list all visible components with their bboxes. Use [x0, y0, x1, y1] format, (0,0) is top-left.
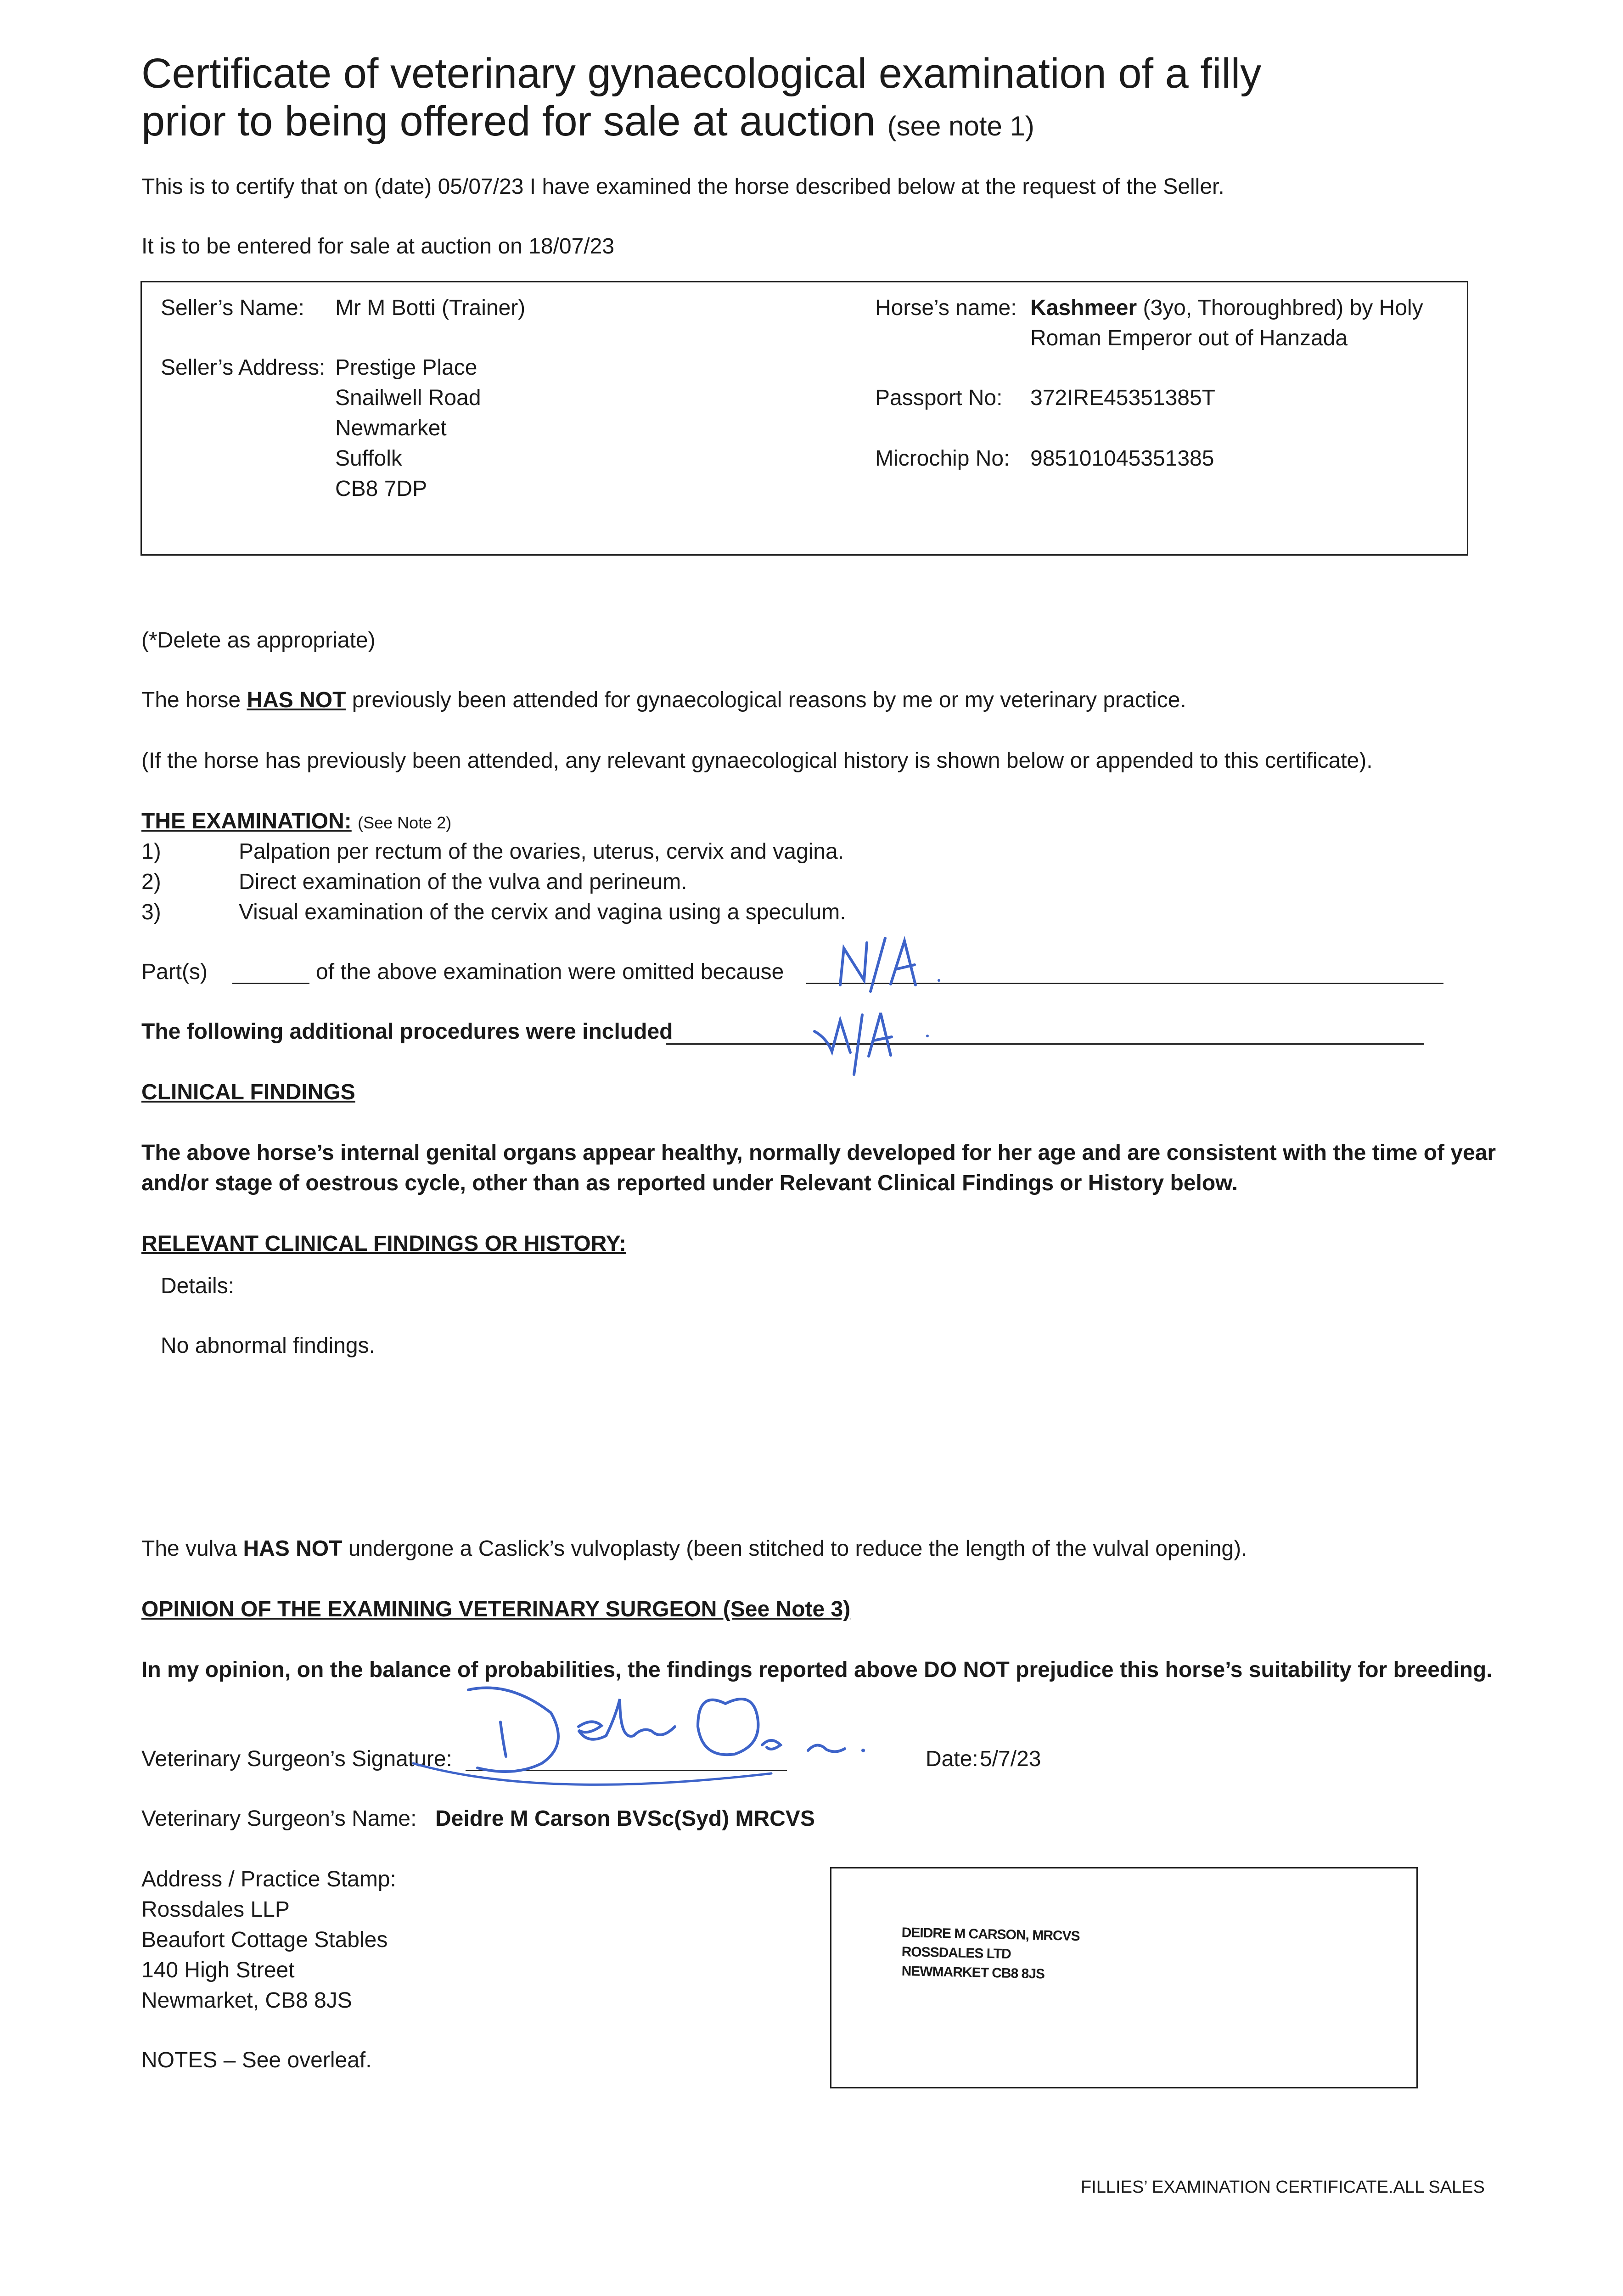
- vulva-suffix: undergone a Caslick’s vulvoplasty (been stitched to reduce the length of the vulval opening).: [342, 1536, 1247, 1561]
- notes-line: NOTES – See overleaf.: [141, 2048, 372, 2072]
- passport-value: 372IRE45351385T: [1030, 386, 1215, 410]
- title-note: (see note 1): [887, 111, 1034, 141]
- practice-line: Beaufort Cottage Stables: [141, 1928, 388, 1952]
- practice-line: Newmarket, CB8 8JS: [141, 1988, 352, 2013]
- horse-name-value: [1030, 295, 1423, 321]
- stamp-line: NEWMARKET CB8 8JS: [901, 1964, 1045, 1982]
- horse-name-rest: (3yo, Thoroughbred) by Holy: [1137, 296, 1423, 320]
- seller-address-line: Newmarket: [335, 416, 447, 440]
- seller-name-value: Mr M Botti (Trainer): [335, 296, 526, 320]
- exam-item-text: Visual examination of the cervix and vagina using a speculum.: [239, 900, 846, 924]
- horse-name-label: Horse’s name:: [875, 296, 1017, 320]
- stamp-line: DEIDRE M CARSON, MRCVS: [901, 1925, 1080, 1944]
- exam-item-num: 1): [141, 839, 161, 864]
- clinical-statement-line2: and/or stage of oestrous cycle, other than as reported under Relevant Clinical Findings or History below.: [141, 1171, 1238, 1195]
- examination-heading: THE EXAMINATION:: [141, 809, 352, 833]
- attended-suffix: previously been attended for gynaecological reasons by me or my veterinary practice.: [346, 688, 1186, 712]
- passport-label: Passport No:: [875, 386, 1003, 410]
- attended-line: [141, 687, 1186, 714]
- additional-line: [666, 1043, 1424, 1045]
- certify-line: This is to certify that on (date) 05/07/23 I have examined the horse described below at the request of the Seller.: [141, 174, 1224, 199]
- practice-label: Address / Practice Stamp:: [141, 1867, 396, 1891]
- signature-scribble: [404, 1671, 891, 1795]
- microchip-label: Microchip No:: [875, 446, 1010, 471]
- vulva-status: HAS NOT: [243, 1536, 343, 1561]
- details-value: No abnormal findings.: [161, 1334, 375, 1358]
- seller-name-label: Seller’s Name:: [161, 296, 305, 320]
- stamp-line: ROSSDALES LTD: [901, 1944, 1011, 1962]
- omitted-parts-line: [232, 983, 309, 984]
- microchip-value: 985101045351385: [1030, 446, 1214, 471]
- relevant-heading: RELEVANT CLINICAL FINDINGS OR HISTORY:: [141, 1232, 627, 1256]
- vet-name-value: Deidre M Carson BVSc(Syd) MRCVS: [435, 1806, 815, 1831]
- attended-prefix: The horse: [141, 688, 247, 712]
- vet-name-label: Veterinary Surgeon’s Name:: [141, 1806, 417, 1831]
- seller-address-line: Snailwell Road: [335, 386, 481, 410]
- exam-item-text: Palpation per rectum of the ovaries, uterus, cervix and vagina.: [239, 839, 844, 864]
- title-line-2: [141, 97, 1034, 146]
- details-label: Details:: [161, 1274, 235, 1298]
- vulva-prefix: The vulva: [141, 1536, 243, 1561]
- opinion-heading: OPINION OF THE EXAMINING VETERINARY SURGEON (See Note 3): [141, 1597, 851, 1621]
- footer-text: FILLIES’ EXAMINATION CERTIFICATE.ALL SALES: [1081, 2178, 1485, 2197]
- horse-name-bold: Kashmeer: [1030, 296, 1137, 320]
- date-label: Date:: [926, 1747, 978, 1771]
- practice-line: Rossdales LLP: [141, 1897, 290, 1922]
- auction-line: It is to be entered for sale at auction on 18/07/23: [141, 234, 615, 259]
- opinion-statement: In my opinion, on the balance of probabilities, the findings reported above DO NOT prejudice this horse’s suitability for breeding.: [141, 1658, 1493, 1682]
- seller-address-label: Seller’s Address:: [161, 355, 326, 380]
- seller-address-line: Prestige Place: [335, 355, 477, 380]
- clinical-statement-line1: The above horse’s internal genital organs appear healthy, normally developed for her age and are consistent with the time of year: [141, 1141, 1496, 1165]
- examination-heading-note: (See Note 2): [358, 813, 452, 832]
- history-note: (If the horse has previously been attended, any relevant gynaecological history is shown below or appended to this certificate).: [141, 748, 1373, 773]
- delete-note: (*Delete as appropriate): [141, 628, 376, 653]
- attended-status: HAS NOT: [247, 688, 346, 712]
- horse-name-line2: Roman Emperor out of Hanzada: [1030, 326, 1348, 350]
- seller-address-line: Suffolk: [335, 446, 402, 471]
- clinical-heading: CLINICAL FINDINGS: [141, 1080, 355, 1104]
- date-value: 5/7/23: [980, 1747, 1041, 1771]
- exam-item-text: Direct examination of the vulva and perineum.: [239, 870, 687, 894]
- title-line-1: Certificate of veterinary gynaecological examination of a filly: [141, 50, 1262, 97]
- seller-address-line: CB8 7DP: [335, 477, 427, 501]
- signature-label: Veterinary Surgeon’s Signature:: [141, 1747, 452, 1771]
- exam-item-num: 3): [141, 900, 161, 924]
- handwritten-na-mark: [808, 1001, 946, 1079]
- examination-heading-row: [141, 808, 451, 835]
- vulva-line: [141, 1536, 1247, 1562]
- omitted-suffix: of the above examination were omitted because: [316, 960, 784, 984]
- omitted-prefix: Part(s): [141, 960, 208, 984]
- handwritten-na-mark: [826, 934, 946, 994]
- exam-item-num: 2): [141, 870, 161, 894]
- title-line-2-text: prior to being offered for sale at auction: [141, 98, 876, 145]
- practice-line: 140 High Street: [141, 1958, 295, 1982]
- additional-label: The following additional procedures were included: [141, 1019, 673, 1044]
